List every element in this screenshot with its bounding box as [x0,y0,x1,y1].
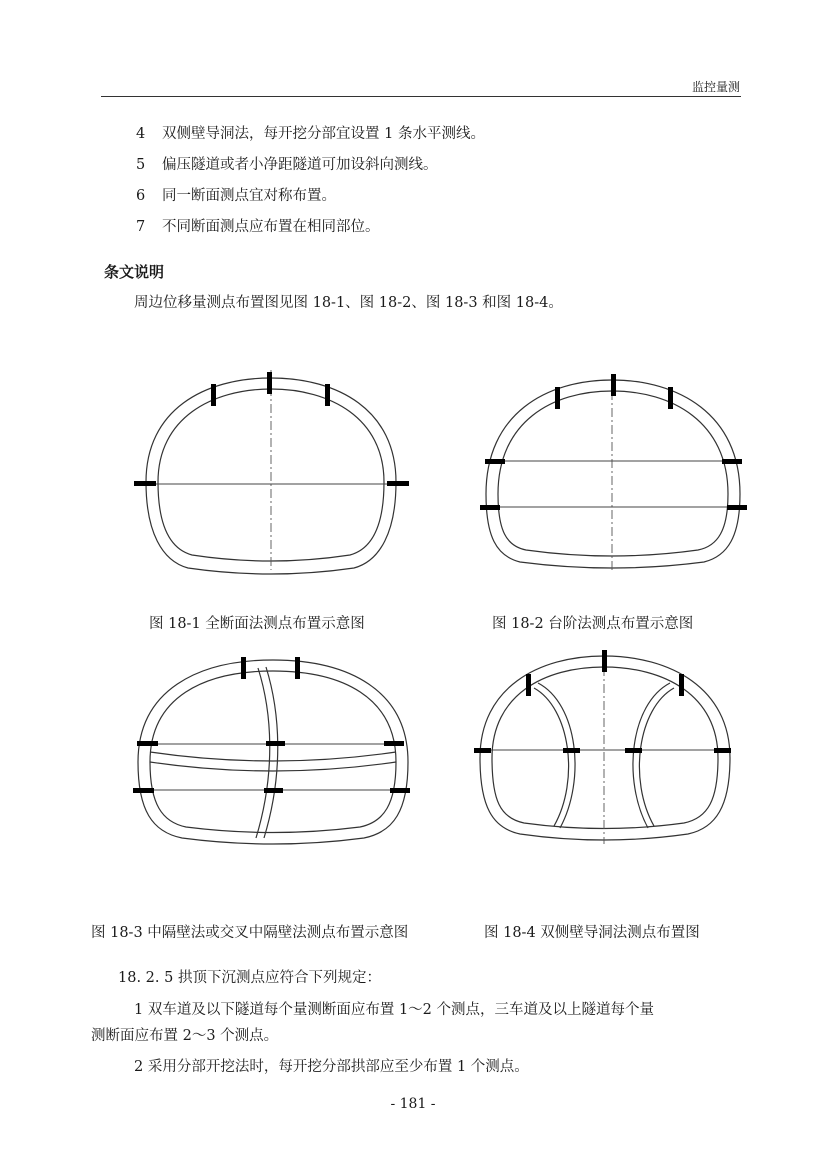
measuring-point [611,374,616,396]
measuring-point [387,481,409,486]
figure-18-4-caption: 图 18-4 双侧壁导洞法测点布置图 [484,925,700,941]
measuring-point [384,741,404,746]
figure-18-2-diagram [478,374,746,576]
figure-18-4-diagram [474,650,736,840]
measuring-point [625,748,642,753]
rule-item-4 [136,122,485,143]
figure-18-2-caption: 图 18-2 台阶法测点布置示意图 [492,616,694,632]
measuring-point [727,505,747,510]
measuring-point [602,650,607,672]
clause-item-2: 2 采用分部开挖法时，每开挖分部拱部应至少布置 1 个测点。 [134,1059,529,1075]
measuring-point [134,481,156,486]
left-side-drift-wall [534,683,575,828]
tunnel-outer-lining [486,380,740,568]
measuring-point [485,459,505,464]
rule-item-5 [136,153,438,174]
tunnel-outer-lining [138,660,408,844]
explanation-title: 条文说明 [104,263,165,281]
middle-partition-wall [256,667,278,838]
measuring-point [295,657,300,679]
measuring-point [679,674,684,696]
measuring-point [241,657,246,679]
measuring-point [133,788,154,793]
measuring-point [555,387,560,409]
header-title: 监控量测 [691,80,740,94]
measuring-point [474,748,491,753]
tunnel-inner-lining [498,391,728,556]
rule-text: 双侧壁导洞法，每开挖分部宜设置 1 条水平测线。 [162,126,485,142]
page-number: - 181 - [390,1096,436,1112]
rule-num: 7 [136,219,146,235]
measuring-point [137,741,158,746]
clause-item-1-line2: 测断面应布置 2～3 个测点。 [91,1028,279,1044]
clause-item-1-line1: 1 双车道及以下隧道每个量测断面应布置 1～2 个测点，三车道及以上隧道每个量 [134,1002,655,1018]
rule-num: 6 [136,188,146,204]
measuring-point [526,674,531,696]
figure-18-3-caption: 图 18-3 中隔壁法或交叉中隔壁法测点布置示意图 [91,925,409,941]
explanation-text: 周边位移量测点布置图见图 18-1、图 18-2、图 18-3 和图 18-4。 [134,295,563,311]
rule-text: 偏压隧道或者小净距隧道可加设斜向测线。 [162,157,438,173]
measuring-point [390,788,410,793]
clause-heading: 18. 2. 5 拱顶下沉测点应符合下列规定： [118,970,381,986]
figure-18-1-caption: 图 18-1 全断面法测点布置示意图 [149,616,365,632]
rule-text: 同一断面测点宜对称布置。 [162,188,336,204]
temporary-inverted-arch [150,752,396,771]
rule-text: 不同断面测点应布置在相同部位。 [162,219,380,235]
measuring-point [563,748,580,753]
figure-18-3-diagram [132,652,414,844]
rule-num: 5 [136,157,146,173]
measuring-point [211,384,216,406]
measuring-point [714,748,731,753]
measuring-point [266,741,285,746]
right-side-drift-wall [633,683,674,828]
figure-18-1-diagram [134,370,410,576]
measuring-point [267,372,272,394]
measuring-point [480,505,500,510]
tunnel-outer-lining [480,656,730,840]
measuring-point [325,384,330,406]
header-rule [101,96,741,97]
rule-item-7 [136,215,380,236]
measuring-point [264,788,283,793]
tunnel-inner-lining [492,667,718,829]
measuring-point [668,387,673,409]
rule-num: 4 [136,126,146,142]
measuring-point [722,459,742,464]
rule-item-6 [136,184,336,205]
